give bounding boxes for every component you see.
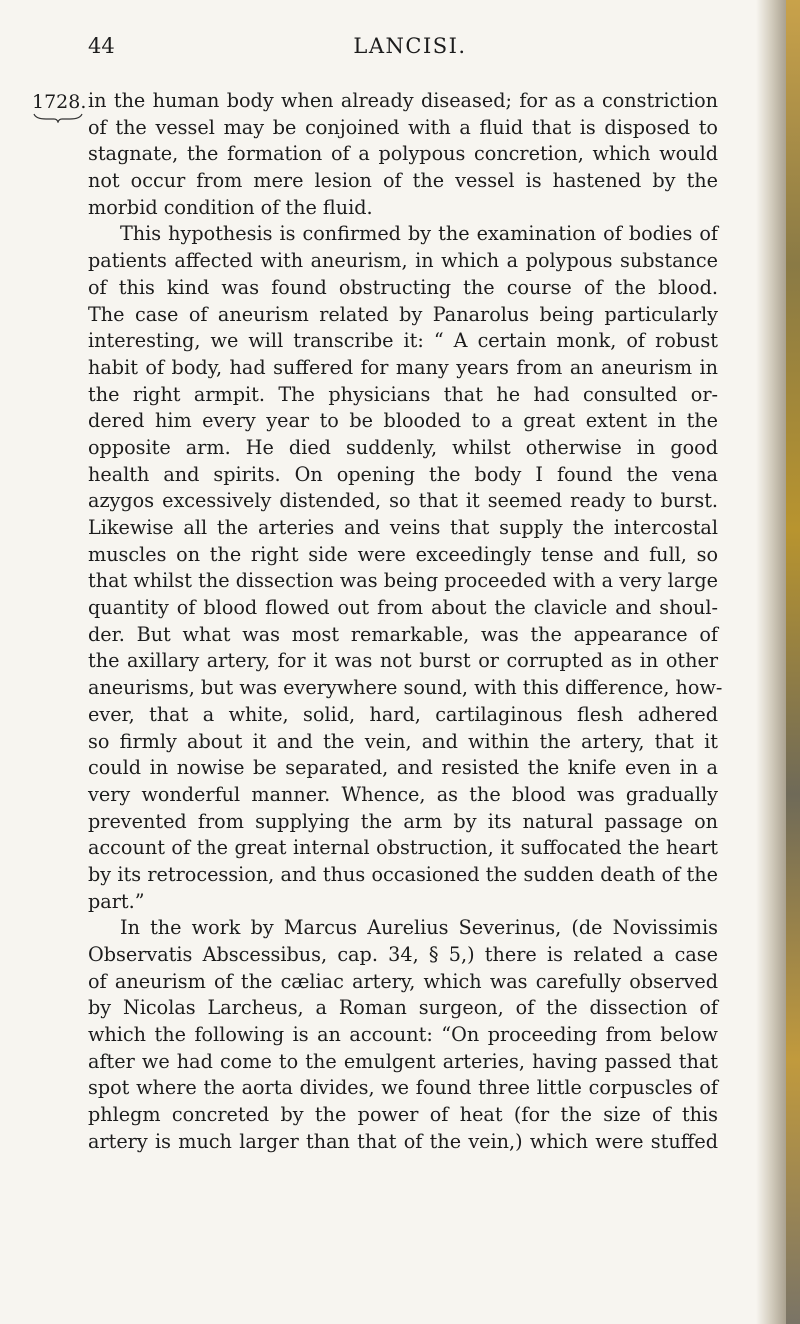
text-line: artery is much larger than that of the vein,) which were stuffed [88,1129,718,1153]
text-line: of aneurism of the cæliac artery, which was carefully observed [88,969,718,993]
text-line: spot where the aorta divides, we found three little corpuscles of [88,1076,718,1100]
body-text [88,88,723,1156]
page-header [88,34,732,64]
text-line: very wonderful manner. Whence, as the blood was gradually [88,782,718,806]
text-line: health and spirits. On opening the body I found the vena [88,462,718,486]
margin-year: 1728. [32,91,87,113]
text-line: in the human body when already diseased; for as a constriction [88,89,718,112]
text-line: could in nowise be separated, and resisted the knife even in a [88,756,718,780]
text-line: morbid condition of the fluid. [88,195,373,219]
text-line: The case of aneurism related by Panarolus being particularly [88,302,718,326]
text-line: of the vessel may be conjoined with a fluid that is disposed to [88,115,718,139]
text-line: dered him every year to be blooded to a great extent in the [88,409,718,433]
text-line: part.” [88,889,145,913]
text-line: the right armpit. The physicians that he had consulted or- [88,382,718,406]
text-line: aneurisms, but was everywhere sound, with this difference, how- [88,676,723,700]
page-edge-strip [786,0,800,1324]
text-line: Likewise all the arteries and veins that supply the intercostal [88,516,718,539]
text-line: that whilst the dissection was being proceeded with a very large [88,569,718,593]
text-line: muscles on the right side were exceedingly tense and full, so [88,542,718,566]
text-line: azygos excessively distended, so that it seemed ready to burst. [88,489,718,513]
running-head: LANCISI. [353,34,467,58]
text-line: interesting, we will transcribe it: “ A certain monk, of robust [88,329,718,353]
text-line: ever, that a white, solid, hard, cartilaginous flesh adhered [88,702,718,726]
text-line: stagnate, the formation of a polypous concretion, which would [88,142,718,166]
text-line: In the work by Marcus Aurelius Severinus, (de Novissimis [120,916,718,940]
text-line: not occur from mere lesion of the vessel is hastened by the [88,169,718,193]
text-line: so firmly about it and the vein, and within the artery, that it [88,729,718,753]
page-number: 44 [88,34,115,58]
text-line: after we had come to the emulgent arteries, having passed that [88,1049,718,1073]
text-line: quantity of blood flowed out from about the clavicle and shoul- [88,596,718,620]
text-line: opposite arm. He died suddenly, whilst otherwise in good [88,435,718,459]
text-line: by Nicolas Larcheus, a Roman surgeon, of the dissection of [88,996,718,1020]
text-line: phlegm concreted by the power of heat (for the size of this [88,1103,718,1127]
text-line: the axillary artery, for it was not burst or corrupted as in other [88,649,718,673]
text-line: This hypothesis is confirmed by the examination of bodies of [120,222,718,246]
text-line: habit of body, had suffered for many years from an aneurism in [88,355,718,379]
margin-brace-icon [32,113,84,123]
text-line: der. But what was most remarkable, was the appearance of [88,622,718,646]
text-line: account of the great internal obstruction, it suffocated the heart [88,836,718,860]
text-line: which the following is an account: “On proceeding from below [88,1023,718,1047]
text-line: of this kind was found obstructing the course of the blood. [88,275,718,299]
text-line: Observatis Abscessibus, cap. 34, § 5,) there is related a case [88,943,718,966]
text-line: prevented from supplying the arm by its natural passage on [88,809,718,833]
text-line: patients affected with aneurism, in which a polypous substance [88,249,718,273]
text-line: by its retrocession, and thus occasioned the sudden death of the [88,862,718,886]
